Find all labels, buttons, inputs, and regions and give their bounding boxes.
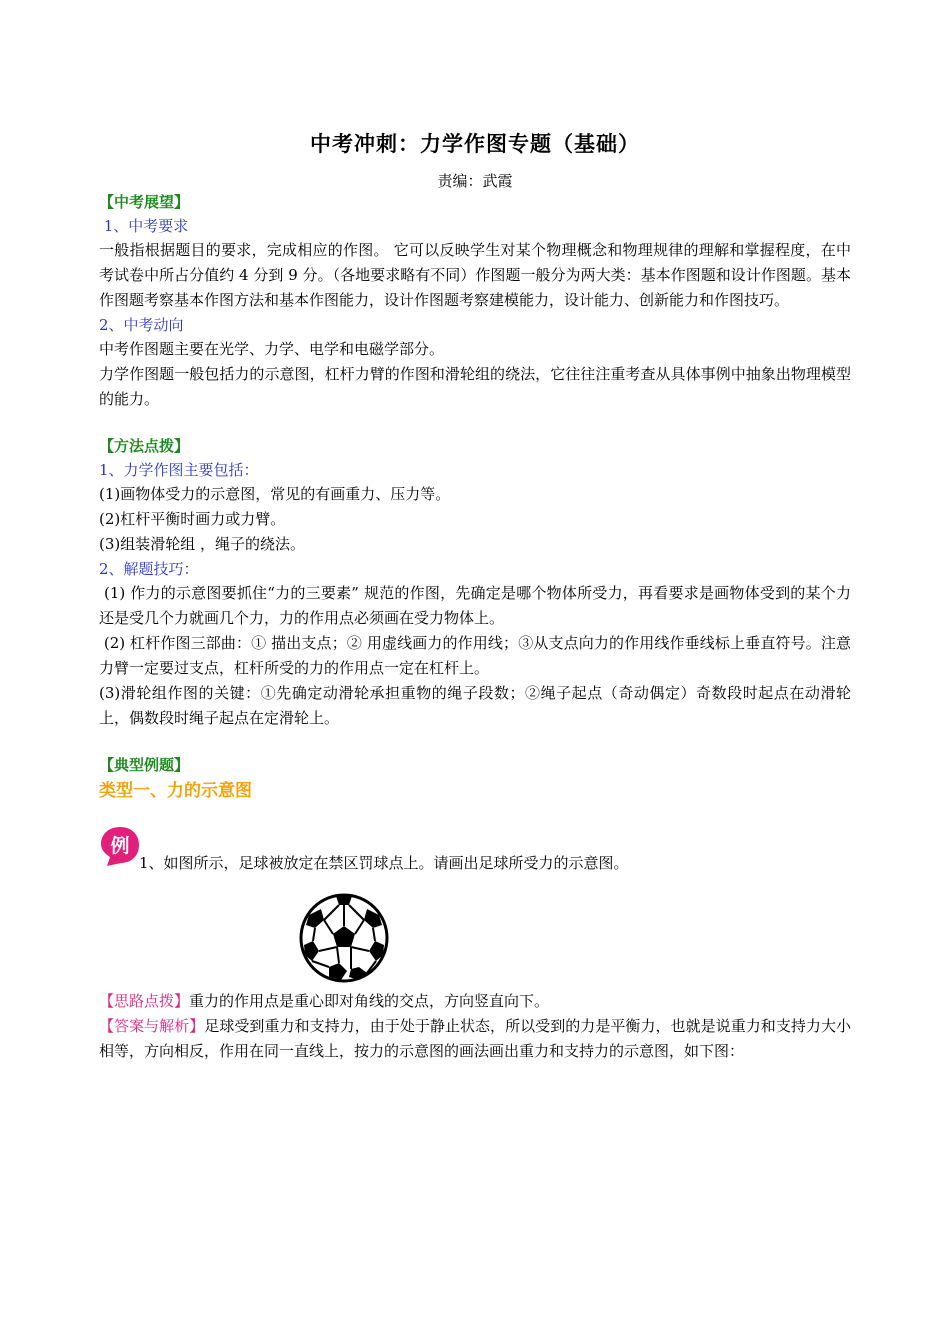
document-body [99,190,851,1064]
subheading-techniques: 2、解题技巧： [99,560,199,578]
subheading-contents: 1、力学作图主要包括： [99,461,259,479]
paragraph-trends-1: 中考作图题主要在光学、力学、电学和电磁学部分。 [99,340,445,358]
hint-line [99,989,851,1014]
technique-paragraph: (1) 作力的示意图要抓住“力的三要素” 规范的作图，先确定是哪个物体所受力，再看要求是画物体受到的某个力还是受几个力就画几个力，力的作用点必须画在受力物体上。 [99,584,851,627]
answer-text: 足球受到重力和支持力，由于处于静止状态，所以受到的力是平衡力，也就是说重力和支持力大小相等，方向相反，作用在同一直线上，按力的示意图的画法画出重力和支持力的示意图，如下图： [99,1017,851,1060]
example-question [99,825,851,885]
technique-paragraph: (2) 杠杆作图三部曲：① 描出支点；② 用虚线画力的作用线；③从支点向力的作用线作垂线标上垂直符号。注意力臂一定要过支点，杠杆所受的力的作用点一定在杠杆上。 [99,634,851,677]
paragraph-trends-2: 力学作图题一般包括力的示意图，杠杆力臂的作图和滑轮组的绕法，它往往注重考查从具体事例中抽象出物理模型的能力。 [99,365,851,408]
subheading-requirements: 1、中考要求 [99,217,189,235]
example-badge-icon [99,825,141,867]
example-badge-label: 例 [110,835,130,857]
answer-label: 【答案与解析】 [99,1017,205,1035]
subheading-trends: 2、中考动向 [99,316,184,334]
section-heading-method: 【方法点拨】 [99,437,190,455]
section-heading-outlook: 【中考展望】 [99,193,190,211]
hint-text: 重力的作用点是重心即对角线的交点，方向竖直向下。 [189,992,550,1010]
hint-label: 【思路点拨】 [99,992,190,1010]
question-text: 1、如图所示，足球被放定在禁区罚球点上。请画出足球所受力的示意图。 [139,854,629,872]
paragraph-requirements: 一般指根据题目的要求，完成相应的作图。 它可以反映学生对某个物理概念和物理规律的理解和掌握程度，在中考试卷中所占分值约 4 分到 9 分。（各地要求略有不同）作图题一般分为两大类：基本作图题和设计作图题。基本作图题考察基本作图方法和基本作图能力，设计作图题考察建模能力，设计能力、创新能力和作图技巧。 [99,241,851,309]
list-item: (3)组装滑轮组 ，绳子的绕法。 [99,535,306,553]
technique-paragraph: (3)滑轮组作图的关键：①先确定动滑轮承担重物的绳子段数；②绳子起点（奇动偶定）奇数段时起点在动滑轮上，偶数段时绳子起点在定滑轮上。 [99,684,851,727]
page-title: 中考冲刺：力学作图专题（基础） [310,132,640,156]
section-heading-examples: 【典型例题】 [99,756,190,774]
soccer-ball-image [299,893,389,983]
editor-line: 责编：武霞 [437,172,513,190]
list-item: (1)画物体受力的示意图，常见的有画重力、压力等。 [99,485,451,503]
answer-paragraph [99,1014,851,1064]
type-heading: 类型一、力的示意图 [99,781,252,801]
list-item: (2)杠杆平衡时画力或力臂。 [99,510,286,528]
